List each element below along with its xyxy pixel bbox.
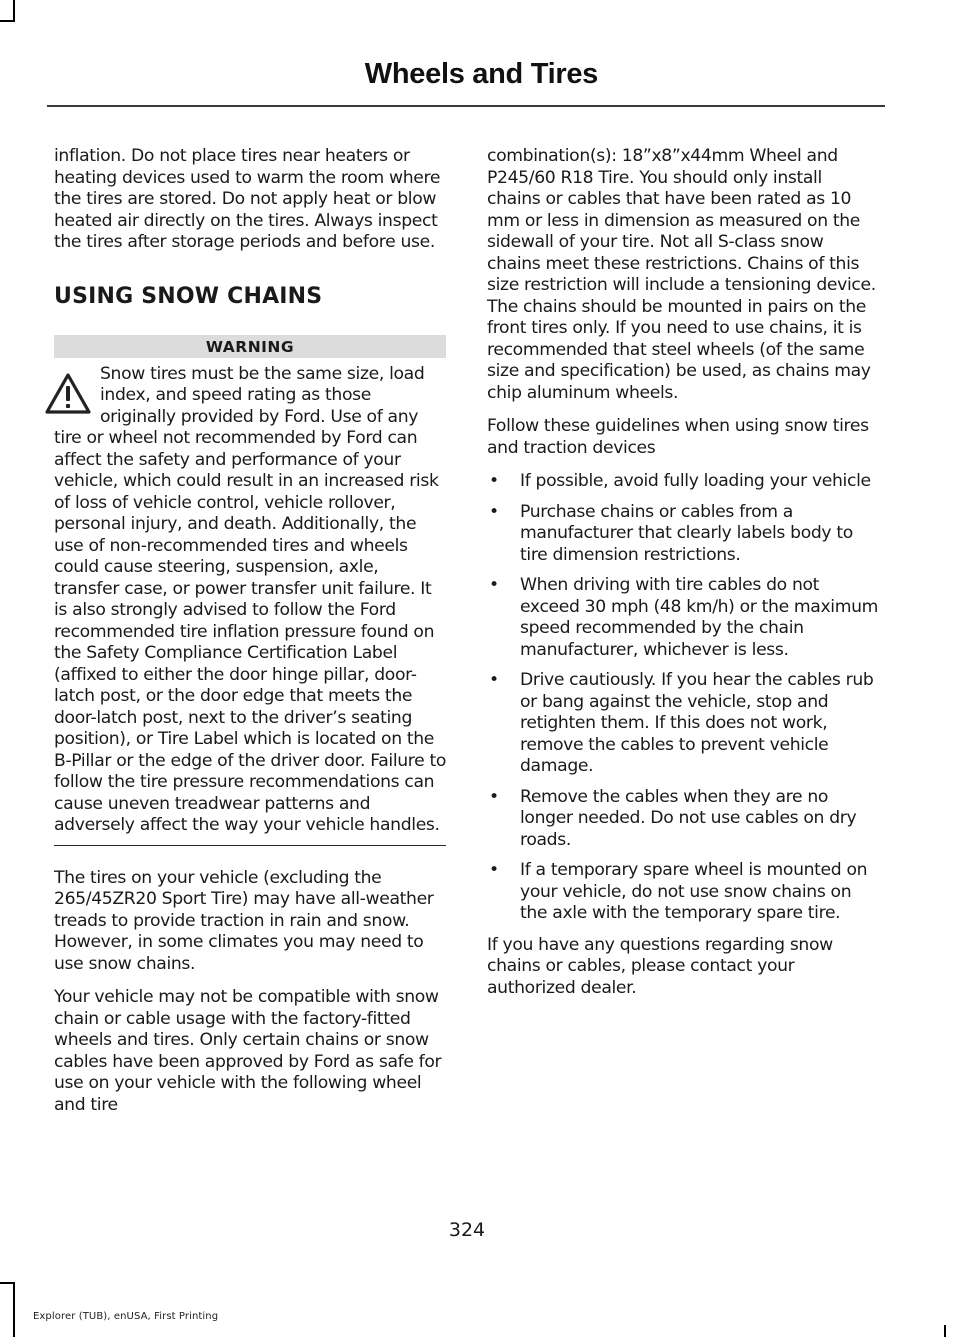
bullet-mark: • (489, 860, 499, 880)
header-rule (47, 105, 885, 107)
warning-text: Snow tires must be the same size, load index, and speed rating as those originally provided by Ford. Use of any tire or wheel not recommended by Ford can affect the safety and performance of your vehicle, which could result in an increased risk of loss of vehicle control, vehicle rollover, personal injury, and death. Additionally, the use of non-recommended tires and wheels could cause steering, suspension, axle, transfer case, or power transfer unit failure. It is also strongly advised to follow the Ford recommended tire inflation pressure found on the Safety Compliance Certification Label (affixed to either the door hinge pillar, door-latch post, or the door edge that meets the door-latch post, next to the driver’s seating position), or Tire Label which is located on the B-Pillar or the edge of the driver door. Failure to follow the tire pressure recommendations can cause uneven treadwear patterns and adversely affect the way your vehicle handles. (54, 363, 447, 835)
paragraph-combination: combination(s): 18”x8”x44mm Wheel and P245/60 R18 Tire. You should only install chains or cables that have been rated as 10 mm or less in dimension as measured on the sidewall of your tire. Not all S-class snow chains meet these restrictions. Chains of this size restriction will include a tensioning device. The chains should be mounted in pairs on the front tires only. If you need to use chains, it is recommended that steel wheels (of the same size and specification) be used, as chains may chip aluminum wheels. (487, 146, 876, 403)
crop-mark-bottom-right (944, 1325, 946, 1337)
list-item (487, 575, 879, 661)
list-item (487, 787, 879, 852)
bullet-mark: • (489, 471, 499, 491)
list-item-text: When driving with tire cables do not exceed 30 mph (48 km/h) or the maximum speed recommended by the chain manufacturer, whichever is less. (520, 575, 879, 660)
intro-paragraph: inflation. Do not place tires near heaters or heating devices used to warm the room where the tires are stored. Do not apply heat or blow heated air directly on the tires. Always inspect the tires after storage periods and before use. (54, 146, 441, 252)
list-item (487, 860, 879, 925)
paragraph-guidelines-intro: Follow these guidelines when using snow tires and traction devices (487, 416, 869, 458)
list-item-text: If possible, avoid fully loading your vehicle (520, 471, 871, 491)
warning-triangle-icon (44, 372, 92, 416)
paragraph-compatibility: Your vehicle may not be compatible with snow chain or cable usage with the factory-fitted wheels and tires. Only certain chains or snow cables have been approved by Ford as safe for use on your vehicle with the following wheel and tire (54, 987, 442, 1115)
warning-box (54, 335, 446, 846)
left-column (54, 146, 446, 1128)
page-number: 324 (448, 1219, 486, 1241)
bullet-mark: • (489, 575, 499, 595)
list-item (487, 471, 879, 493)
list-item-text: Drive cautiously. If you hear the cables rub or bang against the vehicle, stop and retighten them. If this does not work, remove the cables to prevent vehicle damage. (520, 670, 874, 776)
page-header-title: Wheels and Tires (364, 58, 598, 90)
list-item (487, 502, 879, 567)
list-item (487, 670, 879, 778)
list-item-text: If a temporary spare wheel is mounted on your vehicle, do not use snow chains on the axle with the temporary spare tire. (520, 860, 868, 923)
crop-mark-bottom-left-h (0, 1282, 15, 1284)
footer-text: Explorer (TUB), enUSA, First Printing (33, 1311, 219, 1322)
warning-bottom-rule (54, 845, 446, 846)
crop-mark-top-left (13, 0, 15, 22)
paragraph-contact-dealer: If you have any questions regarding snow chains or cables, please contact your authorized dealer. (487, 934, 833, 998)
list-item-text: Remove the cables when they are no longer needed. Do not use cables on dry roads. (520, 786, 857, 850)
right-column (487, 146, 879, 1011)
guidelines-list (487, 471, 879, 925)
bullet-mark: • (489, 786, 499, 807)
list-item-text: Purchase chains or cables from a manufacturer that clearly labels body to tire dimension restrictions. (520, 501, 853, 565)
section-heading: USING SNOW CHAINS (54, 283, 323, 309)
paragraph-tires-all-weather: The tires on your vehicle (excluding the 265/45ZR20 Sport Tire) may have all-weather treads to provide traction in rain and snow. However, in some climates you may need to use snow chains. (54, 867, 434, 974)
warning-body (54, 364, 446, 837)
crop-mark-top-left-h (0, 20, 15, 22)
bullet-mark: • (489, 670, 499, 690)
crop-mark-bottom-left (13, 1282, 15, 1337)
bullet-mark: • (489, 501, 499, 522)
warning-label: WARNING (54, 335, 446, 358)
